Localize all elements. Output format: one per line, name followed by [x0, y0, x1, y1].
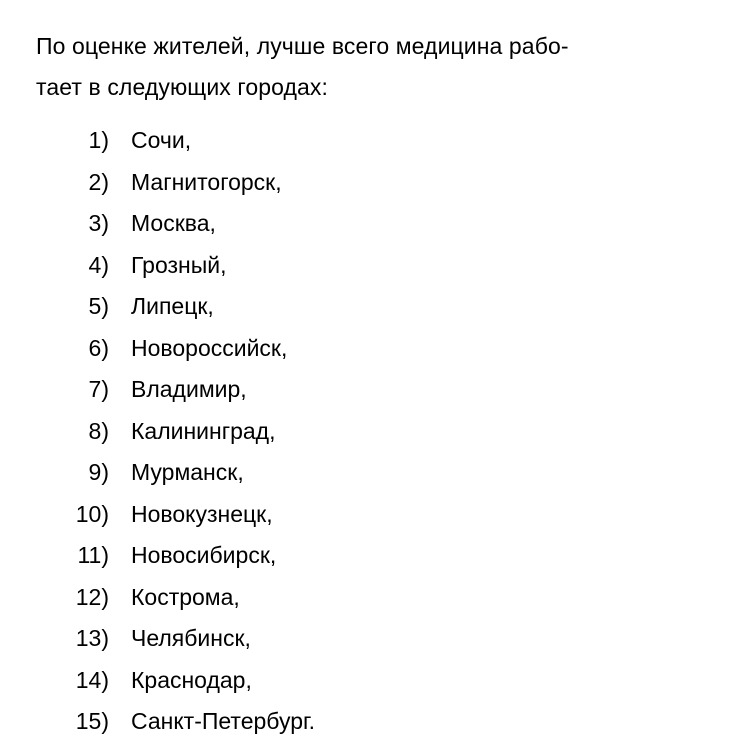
- list-item-number: 12): [75, 583, 109, 610]
- list-item-number: 9): [88, 459, 109, 485]
- list-item: [0, 618, 737, 660]
- city-list: [0, 120, 737, 743]
- list-item: [0, 411, 737, 453]
- list-item: [0, 494, 737, 536]
- city-name: Грозный,: [131, 251, 227, 278]
- city-name: Новороссийск,: [131, 334, 288, 361]
- list-item: [0, 535, 737, 577]
- list-item-number: 7): [88, 376, 109, 402]
- list-item: [0, 245, 737, 287]
- list-item: [0, 452, 737, 494]
- list-item-number: 10): [75, 500, 109, 527]
- list-item-number: 1): [88, 127, 109, 153]
- city-name: Магнитогорск,: [131, 168, 282, 195]
- city-name: Москва,: [131, 210, 216, 236]
- city-name: Мурманск,: [131, 459, 244, 485]
- list-item: [0, 162, 737, 204]
- city-name: Краснодар,: [131, 666, 252, 693]
- list-item-number: 6): [88, 334, 109, 361]
- city-name: Кострома,: [131, 583, 240, 610]
- list-item-number: 5): [88, 293, 109, 319]
- city-name: Санкт-Петербург.: [131, 708, 315, 734]
- city-name: Челябинск,: [131, 625, 251, 651]
- city-name: Сочи,: [131, 127, 192, 153]
- list-item-number: 15): [75, 708, 109, 734]
- list-item: [0, 120, 737, 162]
- city-name: Новокузнецк,: [131, 500, 273, 527]
- list-item: [0, 286, 737, 328]
- intro-line-1: По оценке жителей, лучше всего медицина рабо-: [36, 33, 569, 59]
- list-item-number: 11): [77, 542, 109, 568]
- list-item: [0, 203, 737, 245]
- list-item: [0, 577, 737, 619]
- list-item-number: 8): [88, 417, 109, 444]
- list-item: [0, 369, 737, 411]
- list-item-number: 14): [75, 666, 109, 693]
- list-item-number: 2): [88, 168, 109, 195]
- city-name: Калининград,: [131, 417, 276, 444]
- city-name: Владимир,: [131, 376, 247, 402]
- list-item: [0, 660, 737, 702]
- list-item-number: 13): [75, 625, 109, 651]
- list-item-number: 4): [88, 251, 109, 278]
- city-name: Новосибирск,: [131, 542, 277, 568]
- intro-line-2: тает в следующих городах:: [36, 74, 329, 100]
- city-name: Липецк,: [131, 293, 214, 319]
- intro-paragraph: [36, 26, 676, 108]
- list-item: [0, 328, 737, 370]
- list-item-number: 3): [88, 210, 109, 236]
- list-item: [0, 701, 737, 743]
